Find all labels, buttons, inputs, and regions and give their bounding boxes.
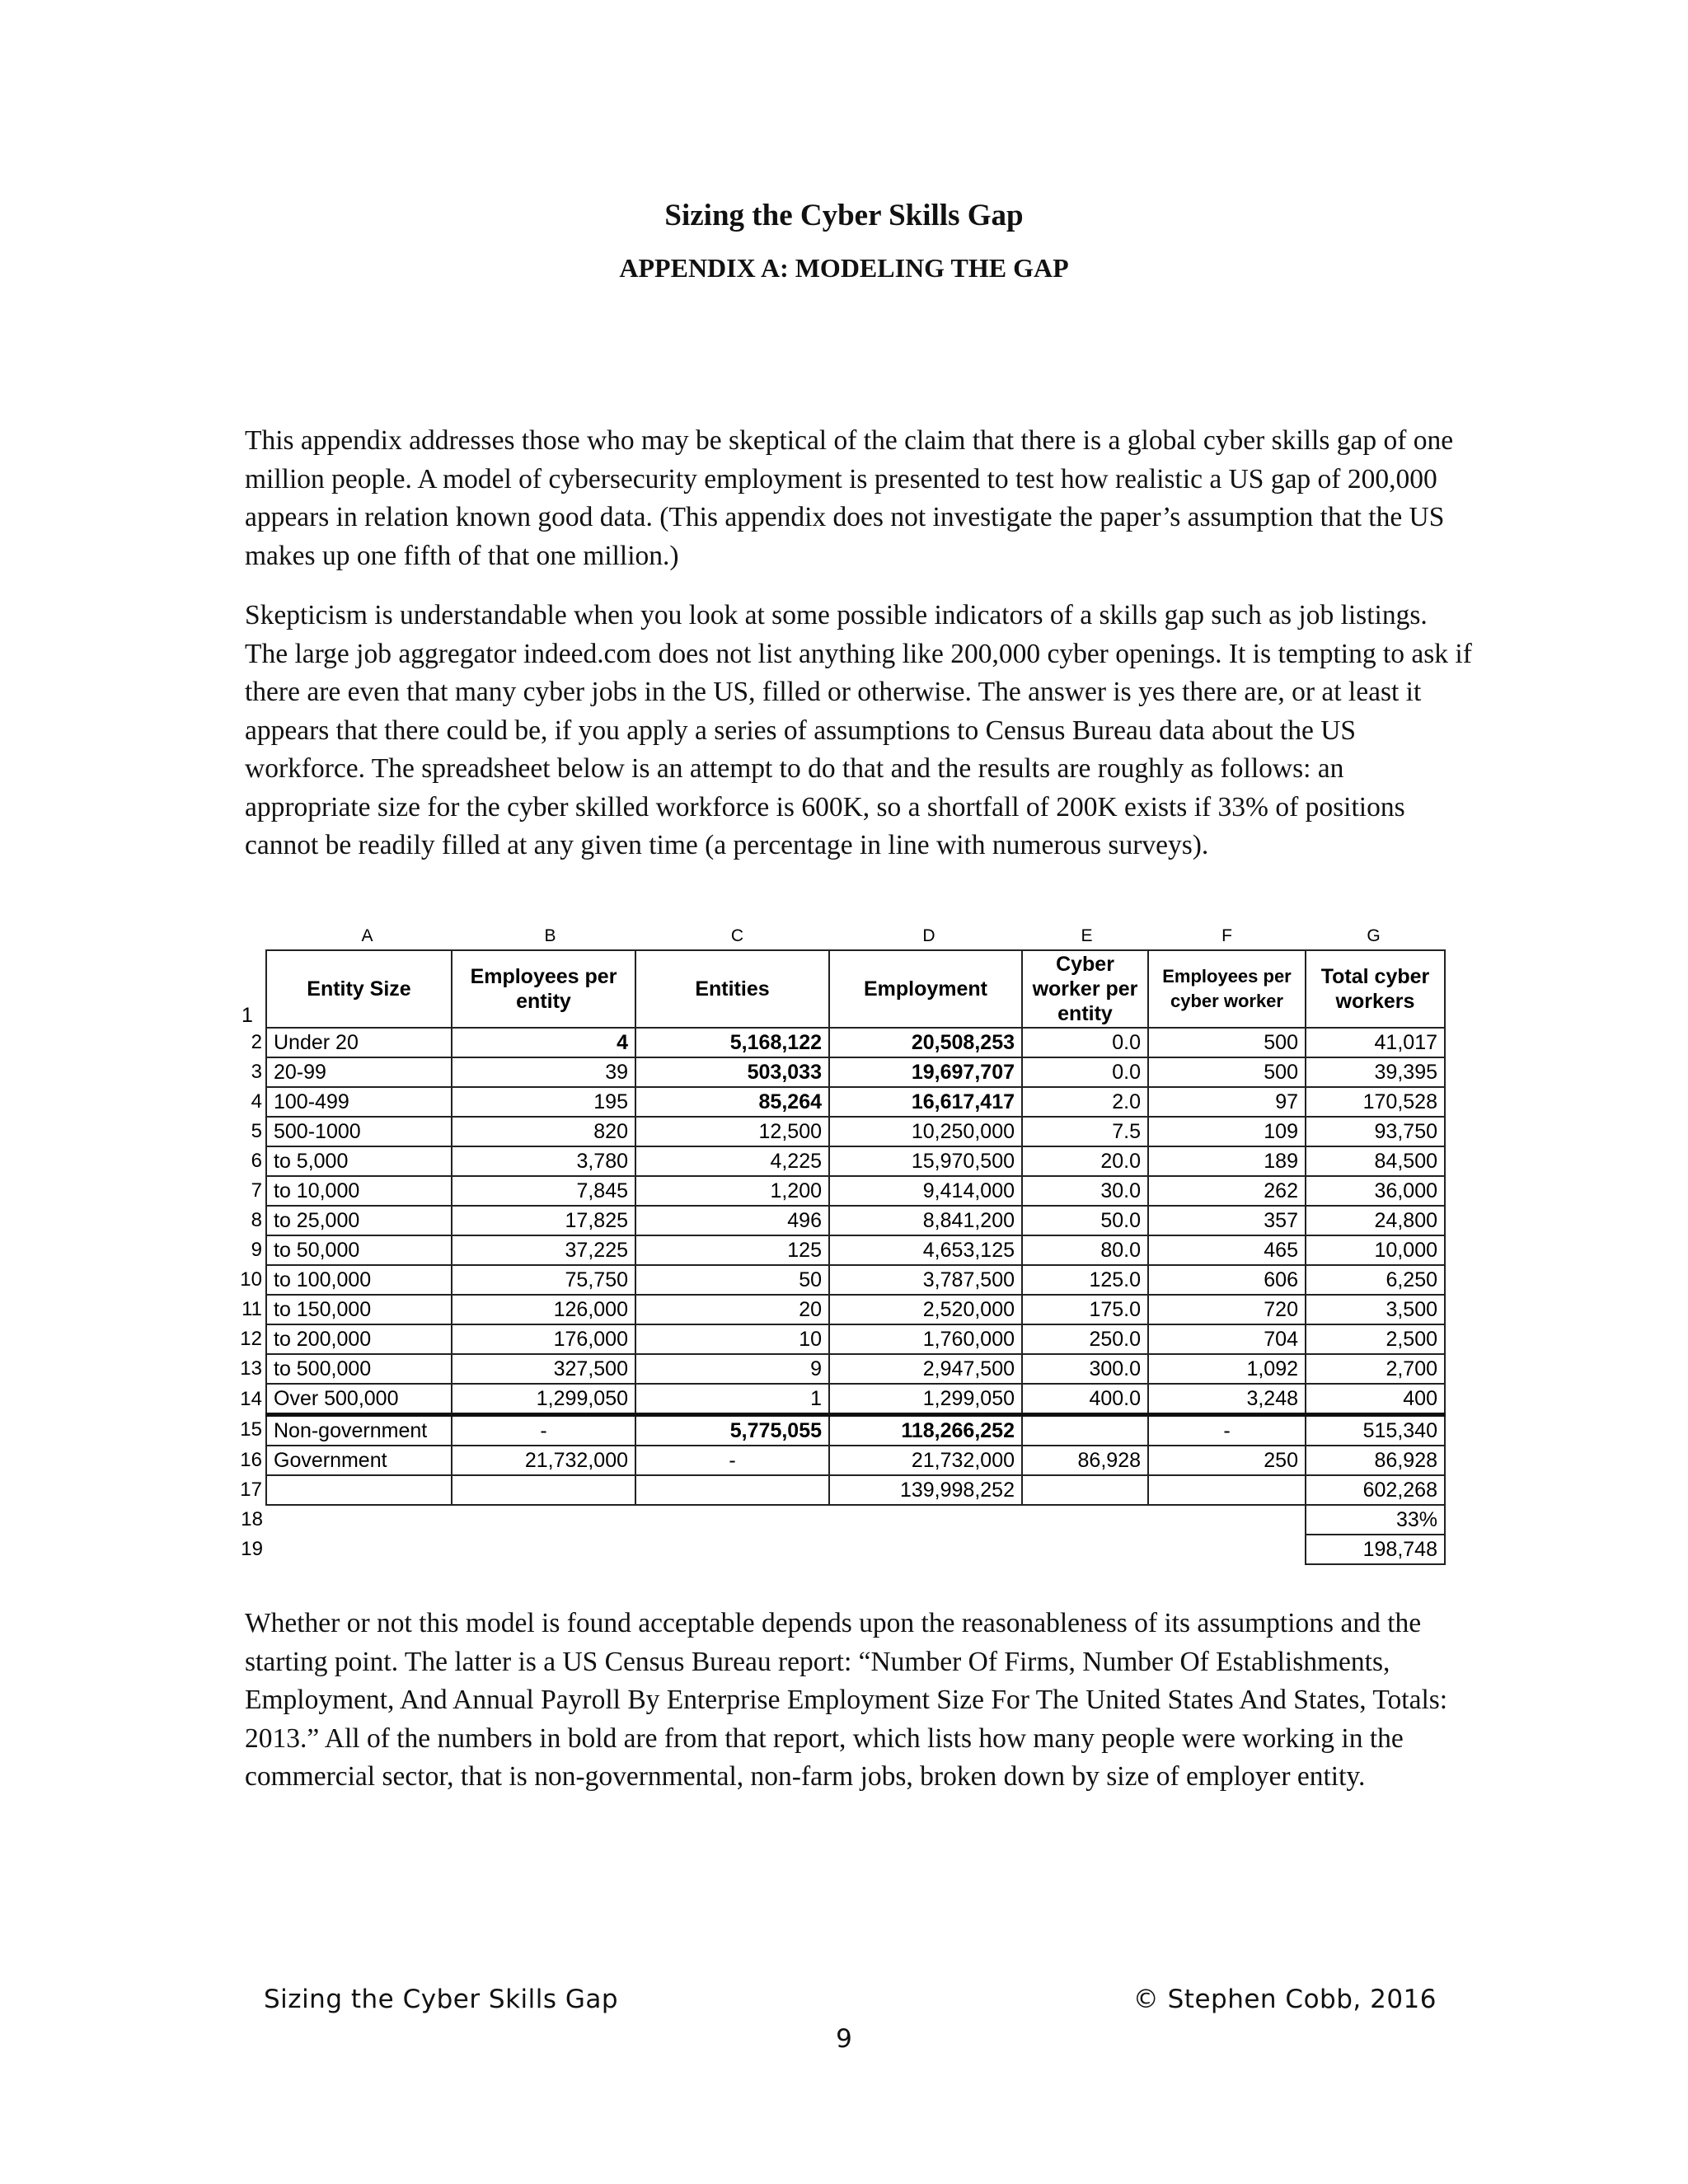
- cell-employees-per-cyber-worker: 606: [1148, 1265, 1306, 1295]
- table-row: [232, 1235, 1445, 1265]
- cell-cyber-worker-per-entity: 400.0: [1022, 1384, 1148, 1415]
- cell-employment: 9,414,000: [829, 1176, 1022, 1206]
- cell-cyber-worker-per-entity: 80.0: [1022, 1235, 1148, 1265]
- column-letter-b: B: [544, 926, 556, 945]
- table-row: [232, 1028, 1445, 1057]
- cell-entities: 1: [635, 1384, 829, 1415]
- header-total-cyber-workers: Total cyber workers: [1306, 950, 1445, 1028]
- cell-cyber-worker-per-entity: 125.0: [1022, 1265, 1148, 1295]
- cell-employees-per-entity: 126,000: [452, 1295, 635, 1324]
- cell-employees-per-entity: 327,500: [452, 1354, 635, 1384]
- header-row: [232, 950, 1445, 1028]
- cell-employment: 19,697,707: [829, 1057, 1022, 1087]
- cell-employees-per-entity: 820: [452, 1117, 635, 1146]
- column-letter-row: [232, 921, 1446, 946]
- row-number: 4: [251, 1090, 262, 1113]
- cell-employment: 118,266,252: [829, 1415, 1022, 1446]
- cell-employees-per-cyber-worker: 3,248: [1148, 1384, 1306, 1415]
- cell-total-cyber-workers: 84,500: [1306, 1146, 1445, 1176]
- cell-employees-per-entity: 21,732,000: [452, 1446, 635, 1475]
- cell-entity-size: to 50,000: [266, 1235, 452, 1265]
- cell-employees-per-cyber-worker: 109: [1148, 1117, 1306, 1146]
- cell-entity-size: 20-99: [266, 1057, 452, 1087]
- cell-total-cyber-workers: 2,700: [1306, 1354, 1445, 1384]
- cell-entities: 12,500: [635, 1117, 829, 1146]
- cell-total-cyber-workers: 515,340: [1306, 1415, 1445, 1446]
- cell-empty: [1022, 1475, 1148, 1505]
- row-number: 16: [240, 1449, 262, 1471]
- table-row: [232, 1354, 1445, 1384]
- table-row: [232, 1505, 1445, 1535]
- header-entity-size: Entity Size: [266, 950, 452, 1028]
- cell-cyber-worker-per-entity: 2.0: [1022, 1087, 1148, 1117]
- document-title: Sizing the Cyber Skills Gap: [664, 199, 1024, 232]
- table-row: [232, 1087, 1445, 1117]
- cell-employees-per-cyber-worker: 704: [1148, 1324, 1306, 1354]
- cell-cyber-worker-per-entity: 250.0: [1022, 1324, 1148, 1354]
- table-row: [232, 1265, 1445, 1295]
- cell-total-cyber-workers: 41,017: [1306, 1028, 1445, 1057]
- table-row: [232, 1415, 1445, 1446]
- cell-employees-per-entity: 39: [452, 1057, 635, 1087]
- cell-entities: 4,225: [635, 1146, 829, 1176]
- paragraph-intro: This appendix addresses those who may be skeptical of the claim that there is a global cyber skills gap of one million people. A model of cybersecurity employment is presented to test how realistic a US gap of 200,000 appears in relation known good data. (This appendix does not investigate the paper’s assumption that the US makes up one fifth of that one million.): [245, 425, 1454, 571]
- cell-employees-per-entity: 17,825: [452, 1206, 635, 1235]
- column-letter-d: D: [922, 926, 935, 945]
- table-row: [232, 1535, 1445, 1564]
- table-row: [232, 1117, 1445, 1146]
- cell-entity-size: Under 20: [266, 1028, 452, 1057]
- cell-entity-size: 500-1000: [266, 1117, 452, 1146]
- cell-employees-per-cyber-worker: 720: [1148, 1295, 1306, 1324]
- cell-entities: 1,200: [635, 1176, 829, 1206]
- cell-entity-size: to 5,000: [266, 1146, 452, 1176]
- cell-employees-per-cyber-worker: 250: [1148, 1446, 1306, 1475]
- cell-cyber-worker-per-entity: 300.0: [1022, 1354, 1148, 1384]
- cell-employment: 15,970,500: [829, 1146, 1022, 1176]
- header-employees-per-cyber-worker: Employees per cyber worker: [1148, 950, 1306, 1028]
- cell-entities: -: [635, 1446, 829, 1475]
- cell-employees-per-entity: 176,000: [452, 1324, 635, 1354]
- appendix-heading: APPENDIX A: MODELING THE GAP: [619, 253, 1069, 283]
- cell-entities: 5,775,055: [635, 1415, 829, 1446]
- cell-cyber-worker-per-entity: 0.0: [1022, 1028, 1148, 1057]
- data-grid: [232, 949, 1446, 1565]
- cell-entity-size: to 500,000: [266, 1354, 452, 1384]
- cell-employment: 8,841,200: [829, 1206, 1022, 1235]
- row-number: 9: [251, 1239, 262, 1261]
- cell-total-cyber-workers: 86,928: [1306, 1446, 1445, 1475]
- cell-employment: 2,520,000: [829, 1295, 1022, 1324]
- cell-employment: 1,760,000: [829, 1324, 1022, 1354]
- cell-employees-per-entity: 75,750: [452, 1265, 635, 1295]
- row-number: 1: [241, 1004, 253, 1027]
- cell-employment: 21,732,000: [829, 1446, 1022, 1475]
- cell-employees-per-cyber-worker: 500: [1148, 1057, 1306, 1087]
- cell-total-cyber-workers: 10,000: [1306, 1235, 1445, 1265]
- cell-employees-per-cyber-worker: 262: [1148, 1176, 1306, 1206]
- spreadsheet-table: [232, 921, 1446, 1565]
- cell-cyber-worker-per-entity: 175.0: [1022, 1295, 1148, 1324]
- cell-entity-size: to 10,000: [266, 1176, 452, 1206]
- cell-entity-size: to 100,000: [266, 1265, 452, 1295]
- header-employment: Employment: [829, 950, 1022, 1028]
- row-number: 19: [241, 1538, 263, 1560]
- cell-entity-size: Over 500,000: [266, 1384, 452, 1415]
- cell-employment: 16,617,417: [829, 1087, 1022, 1117]
- row-number: 6: [251, 1150, 262, 1172]
- cell-entity-size: to 150,000: [266, 1295, 452, 1324]
- cell-gap-total: 198,748: [1306, 1535, 1445, 1564]
- cell-employees-per-cyber-worker: 465: [1148, 1235, 1306, 1265]
- row-number: 12: [240, 1328, 262, 1350]
- column-letter-f: F: [1221, 926, 1232, 945]
- cell-total-cyber-workers: 39,395: [1306, 1057, 1445, 1087]
- column-letter-c: C: [730, 926, 744, 945]
- cell-total-cyber-workers: 36,000: [1306, 1176, 1445, 1206]
- table-row: [232, 1446, 1445, 1475]
- table-row: [232, 1146, 1445, 1176]
- cell-cyber-worker-per-entity: 0.0: [1022, 1057, 1148, 1087]
- cell-entity-size: to 25,000: [266, 1206, 452, 1235]
- cell-entity-size: Government: [266, 1446, 452, 1475]
- page-number: 9: [836, 2024, 852, 2054]
- footer-copyright: © Stephen Cobb, 2016: [1132, 1985, 1437, 2014]
- cell-employees-per-cyber-worker: 357: [1148, 1206, 1306, 1235]
- cell-employees-per-entity: 3,780: [452, 1146, 635, 1176]
- cell-total-cyber-workers: 6,250: [1306, 1265, 1445, 1295]
- table-row: [232, 1206, 1445, 1235]
- cell-employment-total: 139,998,252: [829, 1475, 1022, 1505]
- cell-gap-percentage: 33%: [1306, 1505, 1445, 1535]
- cell-employees-per-cyber-worker: -: [1148, 1415, 1306, 1446]
- table-row: [232, 1475, 1445, 1505]
- row-number: 2: [251, 1031, 262, 1053]
- cell-total-cyber-workers: 170,528: [1306, 1087, 1445, 1117]
- cell-entities: 50: [635, 1265, 829, 1295]
- column-letter-g: G: [1367, 926, 1381, 945]
- cell-cyber-worker-per-entity: 50.0: [1022, 1206, 1148, 1235]
- data-rows: [232, 1028, 1445, 1415]
- cell-total-cyber-workers: 3,500: [1306, 1295, 1445, 1324]
- header-cyber-worker-per-entity: Cyber worker per entity: [1022, 950, 1148, 1028]
- cell-cyber-worker-per-entity: 20.0: [1022, 1146, 1148, 1176]
- cell-employees-per-entity: 7,845: [452, 1176, 635, 1206]
- header-employees-per-entity: Employees per entity: [452, 950, 635, 1028]
- cell-entities: 496: [635, 1206, 829, 1235]
- cell-employment: 10,250,000: [829, 1117, 1022, 1146]
- cell-employment: 1,299,050: [829, 1384, 1022, 1415]
- row-number: 5: [251, 1120, 262, 1142]
- cell-entities: 5,168,122: [635, 1028, 829, 1057]
- cell-entities: 9: [635, 1354, 829, 1384]
- cell-cyber-worker-per-entity: [1022, 1415, 1148, 1446]
- row-number: 13: [240, 1357, 262, 1380]
- cell-employees-per-cyber-worker: 500: [1148, 1028, 1306, 1057]
- row-number: 3: [251, 1061, 262, 1083]
- cell-entities: 20: [635, 1295, 829, 1324]
- cell-total-cyber-workers: 93,750: [1306, 1117, 1445, 1146]
- cell-entities: 85,264: [635, 1087, 829, 1117]
- cell-cyber-workers-total: 602,268: [1306, 1475, 1445, 1505]
- cell-empty: [635, 1475, 829, 1505]
- cell-employment: 3,787,500: [829, 1265, 1022, 1295]
- cell-cyber-worker-per-entity: 7.5: [1022, 1117, 1148, 1146]
- row-number: 7: [251, 1179, 262, 1202]
- cell-employees-per-cyber-worker: 189: [1148, 1146, 1306, 1176]
- cell-empty: [266, 1475, 452, 1505]
- paragraph-assumptions: Whether or not this model is found acceptable depends upon the reasonableness of its assumptions and the starting point. The latter is a US Census Bureau report: “Number Of Firms, Number Of Establishments, Employment, And Annual Payroll By Enterprise Employment Size For The United States And States, Totals: 2013.” All of the numbers in bold are from that report, which lists how many people were working in the commercial sector, that is non-governmental, non-farm jobs, broken down by size of employer entity.: [245, 1608, 1448, 1792]
- footer-title: Sizing the Cyber Skills Gap: [264, 1985, 619, 2014]
- table-row: [232, 1057, 1445, 1087]
- cell-employees-per-cyber-worker: 97: [1148, 1087, 1306, 1117]
- row-number: 10: [240, 1268, 262, 1291]
- cell-entities: 503,033: [635, 1057, 829, 1087]
- cell-entities: 10: [635, 1324, 829, 1354]
- row-number: 15: [240, 1418, 262, 1441]
- cell-total-cyber-workers: 2,500: [1306, 1324, 1445, 1354]
- cell-employees-per-cyber-worker: 1,092: [1148, 1354, 1306, 1384]
- cell-empty: [452, 1475, 635, 1505]
- cell-employment: 4,653,125: [829, 1235, 1022, 1265]
- row-number: 8: [251, 1209, 262, 1231]
- table-row: [232, 1295, 1445, 1324]
- table-row: [232, 1384, 1445, 1415]
- header-entities: Entities: [635, 950, 829, 1028]
- cell-employees-per-entity: 1,299,050: [452, 1384, 635, 1415]
- cell-entity-size: 100-499: [266, 1087, 452, 1117]
- row-number: 11: [241, 1298, 262, 1320]
- cell-employees-per-entity: -: [452, 1415, 635, 1446]
- column-letter-a: A: [361, 926, 373, 945]
- cell-entity-size: Non-government: [266, 1415, 452, 1446]
- column-letter-e: E: [1081, 926, 1093, 945]
- table-row: [232, 1176, 1445, 1206]
- cell-employment: 20,508,253: [829, 1028, 1022, 1057]
- cell-employees-per-entity: 4: [452, 1028, 635, 1057]
- paragraph-skepticism: Skepticism is understandable when you look at some possible indicators of a skills gap such as job listings. The large job aggregator indeed.com does not list anything like 200,000 cyber openings. It is tempting to ask if there are even that many cyber jobs in the US, filled or otherwise. The answer is yes there are, or at least it appears that there could be, if you apply a series of assumptions to Census Bureau data about the US workforce. The spreadsheet below is an attempt to do that and the results are roughly as follows: an appropriate size for the cyber skilled workforce is 600K, so a shortfall of 200K exists if 33% of positions cannot be readily filled at any given time (a percentage in line with numerous surveys).: [245, 600, 1472, 860]
- row-number: 14: [240, 1387, 262, 1410]
- table-row: [232, 1324, 1445, 1354]
- cell-entity-size: to 200,000: [266, 1324, 452, 1354]
- row-number: 17: [240, 1479, 262, 1501]
- cell-entities: 125: [635, 1235, 829, 1265]
- cell-employees-per-entity: 195: [452, 1087, 635, 1117]
- cell-total-cyber-workers: 24,800: [1306, 1206, 1445, 1235]
- cell-employment: 2,947,500: [829, 1354, 1022, 1384]
- cell-empty: [1148, 1475, 1306, 1505]
- row-number: 18: [241, 1508, 263, 1530]
- cell-cyber-worker-per-entity: 86,928: [1022, 1446, 1148, 1475]
- cell-employees-per-entity: 37,225: [452, 1235, 635, 1265]
- cell-cyber-worker-per-entity: 30.0: [1022, 1176, 1148, 1206]
- cell-total-cyber-workers: 400: [1306, 1384, 1445, 1415]
